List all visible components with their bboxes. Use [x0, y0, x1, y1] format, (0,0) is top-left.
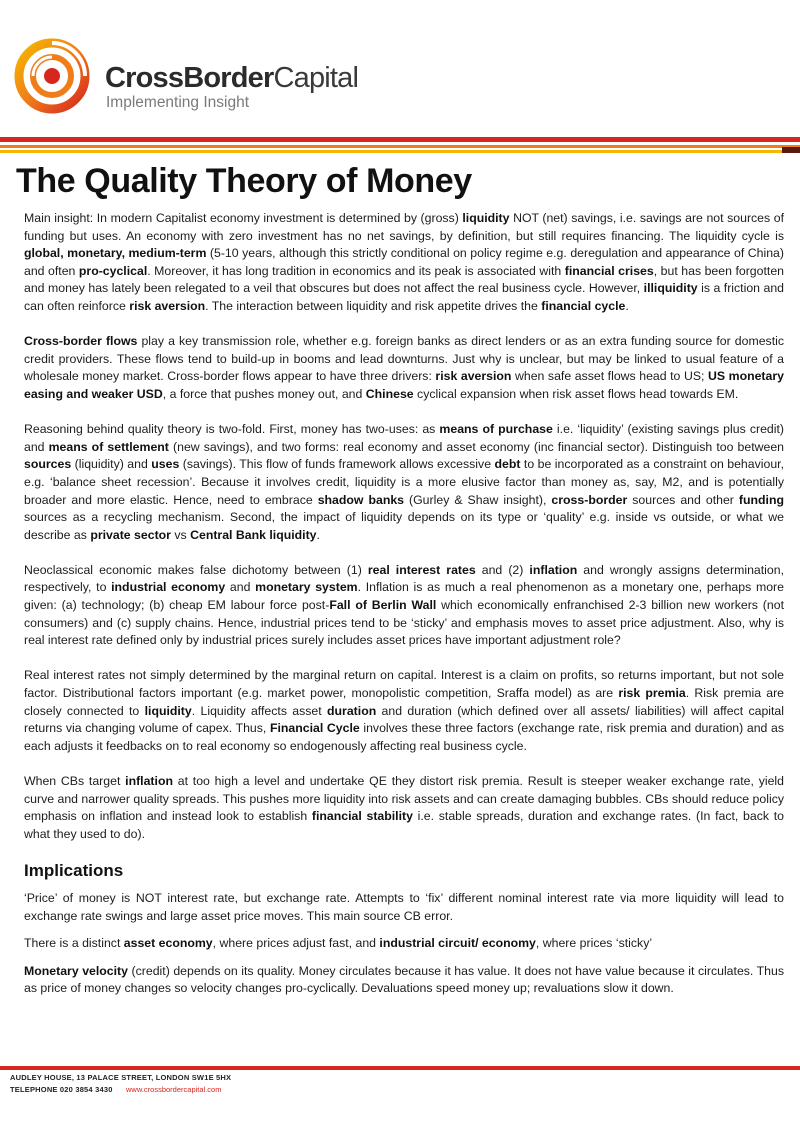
bold-term: Chinese — [365, 386, 414, 401]
bold-term: Cross-border flows — [24, 334, 138, 349]
text-run: . The interaction between liquidity and risk appetite drives the — [205, 298, 542, 313]
text-run: sources and other — [627, 492, 739, 507]
text-run: (savings). This flow of funds framework allows excessive — [179, 457, 495, 472]
bold-term: industrial economy — [111, 580, 226, 595]
paragraph — [24, 773, 784, 843]
footer-website-link[interactable]: www.crossbordercapital.com — [126, 1085, 222, 1094]
bold-term: financial cycle — [541, 298, 626, 313]
bold-term: Central Bank liquidity — [190, 527, 317, 542]
page-title: The Quality Theory of Money — [16, 162, 472, 200]
text-run: NOT (net) savings, i.e. savings are not sources of funding but uses. An economy with zero investment has no net savings, by definition, but still requires financing. The liquidity cycle is — [24, 211, 784, 243]
text-run: cyclical expansion when risk asset flows head towards EM. — [413, 386, 739, 401]
bold-term: liquidity — [462, 211, 510, 225]
text-run: , a force that pushes money out, and — [162, 386, 366, 401]
text-run: (liquidity) and — [71, 457, 152, 472]
bold-term: uses — [151, 457, 180, 472]
text-run: , where prices ‘sticky’ — [535, 936, 653, 951]
text-run: and duration (which defined over all assets/ liabilities) will affect capital returns via changing volume of capex. Thus, — [24, 703, 784, 736]
text-run: Neoclassical economic makes false dichotomy between (1) — [24, 562, 368, 577]
bold-term: liquidity — [144, 703, 192, 718]
brand-name-light: Capital — [273, 62, 359, 94]
bold-term: inflation — [529, 562, 578, 577]
text-run: which economically enfranchised 2-3 billion new workers (not consumers) and (c) supply chains. Hence, industrial prices tend to be ‘sticky’ and emphasis moves to asset price adjustment. Also, why is real interest rate defined only by industrial prices surely includes asset prices have important adjustment role? — [24, 598, 784, 648]
text-run: sources as a recycling mechanism. Second, the impact of liquidity depends on its type or ‘quality’ e.g. inside vs outside, or what we describe as — [24, 510, 784, 542]
paragraph — [24, 890, 784, 925]
bold-term: risk aversion — [129, 298, 206, 313]
footer-telephone: TELEPHONE 020 3854 3430 — [10, 1085, 113, 1094]
bold-term: funding — [738, 492, 784, 507]
bold-term: sources — [24, 457, 72, 472]
bold-term: inflation — [125, 774, 173, 788]
bold-term: Fall of Berlin Wall — [329, 598, 437, 613]
bold-term: real interest rates — [367, 562, 476, 577]
bold-term: shadow banks — [317, 492, 405, 507]
bold-term: private sector — [90, 527, 171, 542]
text-run: . — [316, 527, 320, 542]
bold-term: duration — [327, 703, 377, 718]
bold-term: risk premia — [618, 686, 686, 701]
footer-rule — [0, 1066, 800, 1070]
bold-term: global, monetary, medium-term — [24, 246, 207, 261]
text-run: i.e. ‘liquidity’ (existing savings plus credit) and — [24, 422, 784, 454]
text-run: . — [625, 298, 629, 313]
bold-term: industrial circuit/ economy — [379, 936, 536, 951]
text-run: (Gurley & Shaw insight), — [404, 492, 552, 507]
text-run: There is a distinct — [24, 936, 124, 951]
text-run: (new savings), and two forms: real economy and asset economy (inc financial sector). Distinguish too between — [168, 439, 785, 454]
bold-term: illiquidity — [643, 281, 698, 296]
text-run: (credit) depends on its quality. Money circulates because it has value. It does not have value because it circulates. Thus as price of money changes so velocity changes pro-cyclically. Devaluations speed money up; revaluations slow it down. — [24, 963, 784, 996]
brand-tagline: Implementing Insight — [106, 94, 250, 111]
brand-name-bold: CrossBorder — [105, 62, 274, 94]
bold-term: monetary system — [255, 580, 358, 595]
bold-term: risk aversion — [435, 369, 512, 384]
text-run: (5-10 years, although this strictly conditional on policy regime e.g. deregulation and appearance of China) and often — [24, 246, 784, 278]
text-run: . Moreover, it has long tradition in economics and its peak is associated with — [147, 263, 565, 278]
header-stripes — [0, 137, 800, 153]
paragraph — [24, 562, 784, 650]
text-run: to be incorporated as a constraint on behaviour, e.g. ‘balance sheet recession’. Because it involves credit, liquidity is a more elusive factor than money as, say, M2, and is potentially broader and more elastic. Hence, need to embrace — [24, 457, 784, 507]
bold-term: cross-border — [551, 492, 628, 507]
bold-term: Financial Cycle — [269, 721, 360, 736]
text-run: play a key transmission role, whether e.g. foreign banks as direct lenders or as an extra funding source for domestic credit providers. These flows tend to build-up in booms and lead downturns. Just why is unclear, but may be linked to usual feature of a wholesale money market. Cross-border flows appear to have three drivers: — [24, 334, 784, 384]
bold-term: financial crises — [564, 263, 654, 278]
implications-paragraphs — [24, 890, 784, 998]
paragraph — [24, 421, 784, 544]
bold-term: pro-cyclical — [78, 263, 148, 278]
bold-term: financial stability — [311, 809, 413, 824]
paragraph — [24, 333, 784, 403]
page-header — [0, 0, 800, 140]
text-run: . Risk premia are closely connected to — [24, 686, 784, 718]
bold-term: asset economy — [123, 936, 213, 951]
text-run: and wrongly assigns determination, respectively, to — [24, 562, 785, 595]
text-run: Reasoning behind quality theory is two-fold. First, money has two-uses: as — [24, 422, 440, 437]
main-paragraphs — [24, 210, 784, 843]
paragraph — [24, 935, 784, 953]
paragraph — [24, 210, 784, 316]
text-run: is a friction and can often reinforce — [24, 281, 784, 313]
text-run: when safe asset flows head to US; — [511, 369, 708, 384]
text-run: Main insight: In modern Capitalist economy investment is determined by (gross) — [24, 211, 463, 225]
paragraph — [24, 667, 784, 755]
bold-term: debt — [494, 457, 521, 472]
text-run: vs — [170, 527, 191, 542]
text-run: involves these three factors (exchange rate, risk premia and duration) and as each adjusts it feedbacks on to real economy so endogenously affecting real business cycle. — [24, 721, 785, 753]
article-body — [24, 210, 784, 1008]
bold-term: Monetary velocity — [24, 963, 128, 978]
text-run: , where prices adjust fast, and — [212, 936, 380, 951]
text-run: Real interest rates not simply determined by the marginal return on capital. Interest is a claim on profits, so returns important, but not sole factor. Distributional factors important (e.g. market power, monopolistic competition, Sraffa model) as are — [24, 668, 784, 701]
footer-address: AUDLEY HOUSE, 13 PALACE STREET, LONDON SW1E 5HX — [10, 1073, 232, 1082]
implications-heading: Implications — [24, 860, 124, 880]
text-run: , but has been forgotten and money has lately been relegated to a veil that obscures but does not affect the real business cycle. However, — [24, 263, 784, 296]
text-run: and (2) — [475, 562, 530, 577]
bold-term: US monetary easing and weaker USD — [24, 369, 784, 401]
brand-name — [105, 64, 358, 93]
text-run: ‘Price’ of money is NOT interest rate, but exchange rate. Attempts to ‘fix’ different nominal interest rate via more liquidity will lead to exchange rate swings and large asset price moves. This main source CB error. — [24, 890, 784, 923]
text-run: i.e. stable spreads, duration and exchange rates. (In fact, back to what they used to do). — [24, 809, 784, 841]
paragraph — [24, 963, 784, 998]
bold-term: means of settlement — [48, 439, 169, 454]
text-run: at too high a level and undertake QE they distort risk premia. Result is steeper weaker exchange rate, yield curve and narrower quality spreads. This pushes more liquidity into risk assets and can create damaging bubbles. CBs should reduce policy emphasis on inflation and instead look to establish — [24, 774, 784, 824]
text-run: and — [225, 580, 256, 595]
text-run: . Liquidity affects asset — [191, 703, 328, 718]
bold-term: means of purchase — [439, 422, 553, 437]
text-run: . Inflation is as much a real phenomenon as a monetary one, perhaps more given: (a) technology; (b) cheap EM labour force post- — [24, 580, 784, 613]
crossborder-logo-icon — [14, 38, 90, 114]
text-run: When CBs target — [24, 774, 126, 788]
